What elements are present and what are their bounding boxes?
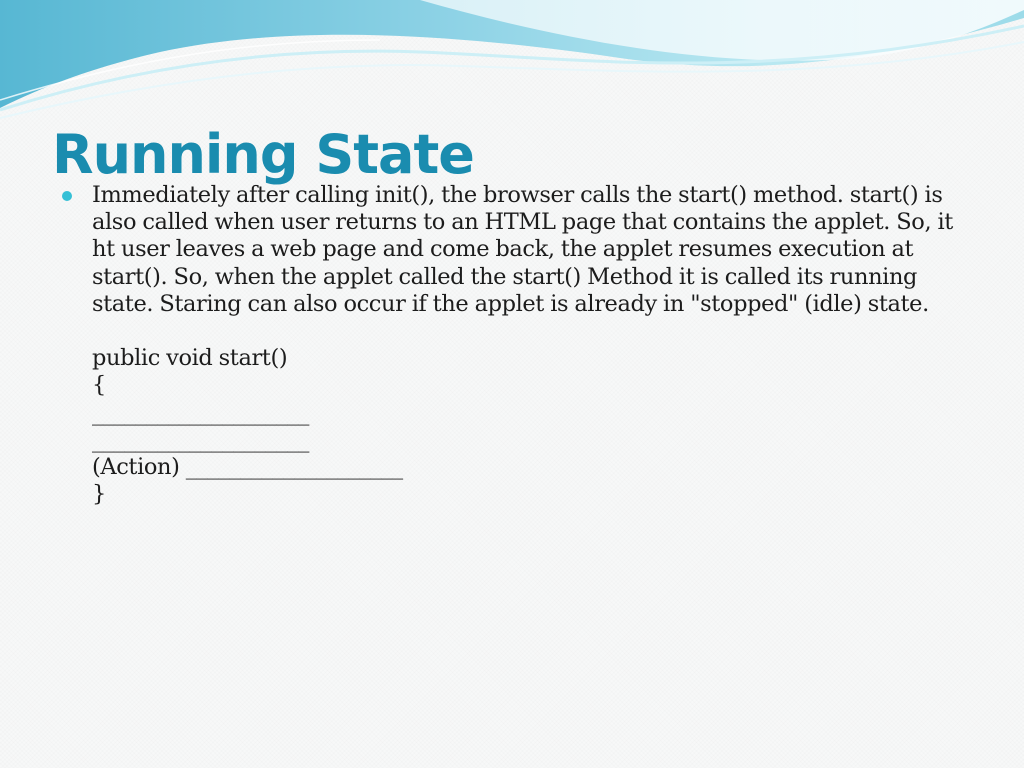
bullet-text (92, 182, 972, 508)
code-line-action: (Action) ____________________ (92, 454, 403, 481)
top-wave-decoration (0, 0, 1024, 130)
code-line-signature: public void start() (92, 345, 288, 372)
code-line-open-brace: { (92, 372, 106, 399)
code-line-blank-2: ____________________ (92, 426, 310, 453)
code-line-blank-1: ____________________ (92, 399, 310, 426)
bullet-icon (62, 191, 72, 201)
body-paragraph: Immediately after calling init(), the browser calls the start() method. start() is also called when user returns to an HTML page that contains the applet. So, it ht user leaves a web page and come back, the applet resumes execution at start(). So, when the applet called the start() Method it is called its running state. Staring can also occur if the applet is already in "stopped" (idle) state. (92, 182, 953, 317)
code-line-close-brace: } (92, 481, 106, 508)
slide-title: Running State (52, 123, 474, 186)
code-line-blank (92, 318, 972, 345)
